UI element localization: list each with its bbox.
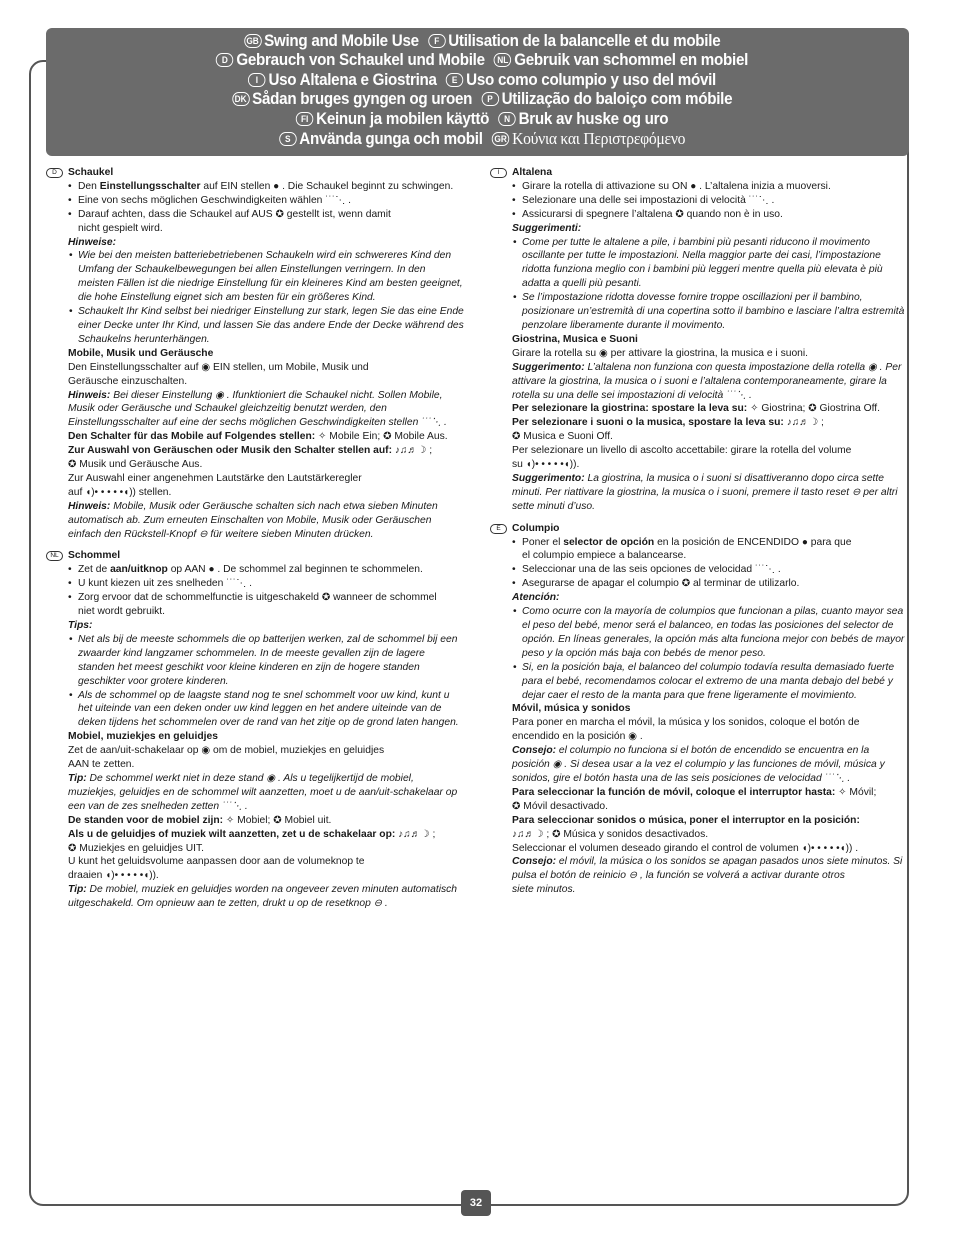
- language-code-badge: D: [216, 53, 233, 67]
- left-column: [46, 166, 464, 911]
- paragraph: Per selezionare la giostrina: spostare la leva su: ✧ Giostrina; ✪ Giostrina Off. Per selezionare i suoni o la musica, spostare la leva su: ♪♫♬☽ ; ✪ Musica e Suoni Off.: [512, 403, 881, 443]
- mobile-icon: ✧: [225, 814, 235, 826]
- language-code-badge: GB: [244, 34, 261, 48]
- speed-settings-icon: ˙˙˙⋱: [726, 389, 747, 401]
- language-code-badge: N: [498, 112, 515, 126]
- right-column: [490, 166, 908, 897]
- paragraph: Zur Auswahl von Geräuschen oder Musik den Schalter stellen auf: ♪♫♬☽ ; ✪ Musik und Geräusche Aus.: [68, 445, 433, 471]
- mobile-position-icon: ◉: [599, 347, 608, 359]
- subsection-heading: Mobile, Musik und Geräusche: [68, 347, 214, 359]
- mobile-position-icon: ◉: [628, 731, 637, 743]
- volume-icon: ◖)• • • • •◖)): [105, 870, 156, 882]
- tip-bullet: • Si, en la posición baja, el balanceo del columpio todavía resulta demasiado fuerte para el bebé, recomendamos colocar el extremo de una manta debajo del bebé y dejar caer el resto de la manta para que frene ligeramente el movimiento.: [490, 661, 908, 703]
- title-banner: [46, 28, 909, 156]
- instruction-bullet: • Zorg ervoor dat de schommelfunctie is uitgeschakeld ✪ wanneer de schommel niet wordt gebruikt.: [46, 591, 464, 619]
- on-position-icon: ●: [801, 536, 808, 548]
- banner-title: Sådan bruges gyngen og uroen: [252, 90, 473, 109]
- language-section-e: [490, 522, 908, 897]
- reset-button-icon: ⊖: [851, 486, 861, 498]
- banner-title: Använda gunga och mobil: [299, 130, 483, 149]
- instruction-bullet: • Zet de aan/uitknop op AAN ● . De schommel zal beginnen te schommelen.: [46, 563, 464, 577]
- speed-settings-icon: ˙˙˙⋱: [325, 194, 346, 206]
- paragraph: Den Schalter für das Mobile auf Folgendes stellen: ✧ Mobile Ein; ✪ Mobile Aus.: [68, 431, 448, 443]
- banner-title: Uso Altalena e Giostrina: [268, 70, 437, 89]
- instruction-bullet: • Eine von sechs möglichen Geschwindigkeiten wählen ˙˙˙⋱ .: [46, 194, 464, 208]
- language-code-badge: NL: [46, 551, 63, 561]
- instruction-bullet: • Poner el selector de opción en la posición de ENCENDIDO ● para que el columpio empiece a balancearse.: [490, 536, 908, 564]
- subsection-heading: Mobiel, muziekjes en geluidjes: [68, 731, 218, 743]
- banner-line: [81, 51, 875, 70]
- tip-bullet: • Schaukelt Ihr Kind selbst bei niedriger Einstellung zur stark, legen Sie das eine Ende einer Decke unter Ihr Kind, und lassen Sie das andere Ende der Decke während des Schaukelns herunterhängen.: [46, 305, 464, 347]
- subsection-heading: Móvil, música y sonidos: [512, 703, 631, 715]
- language-section-i: [490, 166, 908, 514]
- language-code-badge: DK: [232, 92, 249, 106]
- instruction-bullet: • U kunt kiezen uit zes snelheden ˙˙˙⋱ .: [46, 577, 464, 591]
- language-section-d: [46, 166, 464, 541]
- off-position-icon: ✪: [675, 208, 684, 220]
- section-title: Altalena: [512, 167, 553, 178]
- banner-title: Utilização do baloiço com móbile: [501, 90, 733, 109]
- section-heading: [46, 166, 464, 180]
- paragraph: Hinweis: Bei dieser Einstellung ◉ . Ifunktioniert die Schaukel nicht. Sollen Mobile, Musik oder Geräusche und Schaukel gleichzeitig benutzt werden, den Einstellungsschalter auf eine der sechs möglichen Geschwindigkeiten stellen ˙˙˙⋱ .: [68, 389, 447, 429]
- paragraph: De standen voor de mobiel zijn: ✧ Mobiel; ✪ Mobiel uit.: [68, 814, 332, 826]
- instruction-bullet: • Girare la rotella di attivazione su ON ● . L’altalena inizia a muoversi.: [490, 180, 908, 194]
- tip-bullet: • Como ocurre con la mayoría de columpios que funcionan a pilas, cuanto mayor sea el peso del bebé, menor será el balanceo, en todas las posiciones del selector de opción. En líneas generales, la opción más alta funciona mejor con bebés de mayor peso y la opción más baja con bebés de menor peso.: [490, 605, 908, 661]
- language-code-badge: P: [481, 92, 498, 106]
- off-position-icon: ✪: [321, 592, 331, 604]
- instruction-bullet: • Asegurarse de apagar el columpio ✪ al terminar de utilizarlo.: [490, 577, 908, 591]
- music-sounds-icon: ♪♫♬☽: [786, 417, 819, 429]
- paragraph: Per selezionare un livello di ascolto accettabile: girare la rotella del volume su ◖)• • • • •◖)).: [512, 445, 852, 471]
- mobile-icon: ✧: [838, 786, 847, 798]
- mobile-position-icon: ◉: [552, 759, 562, 771]
- language-code-badge: I: [490, 168, 507, 178]
- off-position-icon: ✪: [512, 800, 521, 812]
- banner-line: [81, 32, 875, 51]
- banner-title: Gebruik van schommel en mobiel: [514, 51, 749, 70]
- speed-settings-icon: ˙˙˙⋱: [226, 578, 247, 590]
- banner-title: Utilisation de la balancelle et du mobile: [448, 32, 721, 50]
- note-label: Suggerimenti:: [512, 222, 582, 234]
- mobile-position-icon: ◉: [201, 361, 211, 373]
- instruction-bullet: • Assicurarsi di spegnere l’altalena ✪ quando non è in uso.: [490, 208, 908, 222]
- note-label: Hinweise:: [68, 236, 117, 248]
- language-code-badge: FI: [296, 112, 313, 126]
- language-code-badge: NL: [494, 53, 511, 67]
- instruction-bullet: • Darauf achten, dass die Schaukel auf AUS ✪ gestellt ist, wenn damit nicht gespielt wird.: [46, 208, 464, 236]
- section-heading: [490, 522, 908, 536]
- banner-title: Keinun ja mobilen käyttö: [316, 109, 490, 128]
- reset-button-icon: ⊖: [373, 898, 383, 910]
- on-position-icon: ●: [690, 180, 697, 192]
- section-heading: [490, 166, 908, 180]
- banner-title: Bruk av huske og uro: [518, 109, 669, 128]
- subsection-heading: Giostrina, Musica e Suoni: [512, 333, 638, 345]
- paragraph: Tip: De schommel werkt niet in deze stand ◉ . Als u tegelijkertijd de mobiel, muziekjes, geluidjes en de schommel wilt aanzetten, moet u de aan/uit-schakelaar op een van de zes snelheden zetten ˙˙˙⋱ .: [68, 772, 458, 812]
- tip-bullet: • Come per tutte le altalene a pile, i bambini più pesanti riducono il movimento oscillante per tutte le impostazioni. Nella maggior parte dei casi, l’impostazione ridotta funziona meglio con i bambini più leggeri mentre quella più elevata è più adatta a quelli più pesanti.: [490, 236, 908, 292]
- note-label: Atención:: [512, 592, 560, 604]
- off-position-icon: ✪: [512, 431, 521, 443]
- section-title: Schaukel: [68, 167, 114, 178]
- banner-title: Gebrauch von Schaukel und Mobile: [236, 51, 485, 70]
- note-label: Tips:: [68, 620, 93, 631]
- paragraph: Para seleccionar la función de móvil, coloque el interruptor hasta: ✧ Móvil; ✪ Móvil desactivado.: [512, 786, 877, 812]
- paragraph: Suggerimento: L’altalena non funziona con questa impostazione della rotella ◉ . Per attivare la giostrina, la musica o i suoni e l’altalena contemporaneamente, girare la rotella su una delle sei impostazioni di velocità ˙˙˙⋱ .: [512, 361, 902, 401]
- speed-settings-icon: ˙˙˙⋱: [748, 194, 769, 206]
- music-sounds-icon: ♪♫♬☽: [394, 445, 427, 457]
- on-position-icon: ●: [273, 180, 280, 192]
- mobile-icon: ✧: [318, 431, 327, 443]
- banner-line: [81, 110, 875, 129]
- page-number: 32: [461, 1190, 491, 1216]
- section-title: Columpio: [512, 522, 560, 534]
- off-position-icon: ✪: [68, 842, 77, 854]
- banner-line: [81, 129, 875, 149]
- off-position-icon: ✪: [68, 459, 77, 471]
- reset-button-icon: ⊖: [199, 528, 208, 540]
- mobile-position-icon: ◉: [201, 745, 211, 757]
- off-position-icon: ✪: [681, 578, 691, 590]
- tip-bullet: • Se l’impostazione ridotta dovesse fornire troppe oscillazioni per il bambino, posizionare un’estremità di una copertina sotto il bambino e lasciare l’altra estremità penzolare liberamente durante il movimento.: [490, 291, 908, 333]
- tip-bullet: • Als de schommel op de laagste stand nog te snel schommelt voor uw kind, kunt u het uiteinde van een deken onder uw kind leggen en het andere uiteinde van de deken tijdens het schommelen over de rand van het zitje op de grond laten hangen.: [46, 689, 464, 731]
- banner-line: [81, 90, 875, 109]
- off-position-icon: ✪: [383, 431, 392, 443]
- off-position-icon: ✪: [552, 828, 561, 840]
- mobile-position-icon: ◉: [215, 389, 224, 401]
- language-code-badge: S: [279, 132, 296, 146]
- tip-bullet: • Net als bij de meeste schommels die op batterijen werken, zal de schommel bij een zwaarder kind langzamer schommelen. In de meeste gevallen zijn de lagere standen het meest geschikt voor kleine kinderen en zijn de hogere standen geschikter voor grotere kinderen.: [46, 633, 464, 689]
- off-position-icon: ✪: [275, 208, 284, 220]
- music-sounds-icon: ♪♫♬☽: [398, 828, 430, 840]
- off-position-icon: ✪: [808, 403, 817, 415]
- paragraph: U kunt het geluidsvolume aanpassen door aan de volumeknop te draaien ◖)• • • • •◖)).: [68, 856, 365, 882]
- speed-settings-icon: ˙˙˙⋱: [222, 800, 242, 812]
- paragraph: Para seleccionar sonidos o música, poner el interruptor en la posición: ♪♫♬☽ ; ✪ Música y sonidos desactivados.: [512, 814, 860, 840]
- paragraph: Hinweis: Mobile, Musik oder Geräusche schalten sich nach etwa sieben Minuten automatisch ab. Zum erneuten Einschalten von Mobile, Musik oder Geräuschen einfach den Rückstell-Knopf ⊖ für weitere sieben Minuten drücken.: [68, 500, 438, 540]
- paragraph: Suggerimento: La giostrina, la musica o i suoni si disattiveranno dopo circa sette minuti. Per riattivare la giostrina, la musica o i suoni, premere il tasto reset ⊖ per altri sette minuti d’uso.: [512, 472, 898, 512]
- language-code-badge: D: [46, 168, 63, 178]
- speed-settings-icon: ˙˙˙⋱: [824, 772, 845, 784]
- instruction-bullet: • Selezionare una delle sei impostazioni di velocità ˙˙˙⋱ .: [490, 194, 908, 208]
- paragraph: Girare la rotella su ◉ per attivare la giostrina, la musica e i suoni.: [512, 347, 809, 359]
- paragraph: Tip: De mobiel, muziek en geluidjes worden na ongeveer zeven minuten automatisch uitgeschakeld. Om opnieuw aan te zetten, drukt u op de resetknop ⊖ .: [68, 884, 458, 910]
- paragraph: Zet de aan/uit-schakelaar op ◉ om de mobiel, muziekjes en geluidjes AAN te zetten.: [68, 745, 385, 771]
- paragraph: Para poner en marcha el móvil, la música y los sonidos, coloque el botón de encendido en la posición ◉ .: [512, 717, 860, 743]
- language-code-badge: GR: [492, 132, 509, 146]
- paragraph: Zur Auswahl einer angenehmen Lautstärke den Lautstärkeregler auf ◖)• • • • •◖)) stellen.: [68, 472, 362, 498]
- banner-title: Uso como columpio y uso del móvil: [466, 70, 716, 89]
- volume-icon: ◖)• • • • •◖)): [801, 842, 853, 854]
- banner-line: [81, 71, 875, 90]
- section-title: Schommel: [68, 550, 121, 562]
- paragraph: Consejo: el móvil, la música o los sonidos se apagan pasados unos siete minutos. Si pulsa el botón de reinicio ⊖ , la función se volverá a activar durante otros siete minutos.: [512, 856, 903, 896]
- language-section-nl: [46, 549, 464, 911]
- instruction-bullet: • Seleccionar una de las seis opciones de velocidad ˙˙˙⋱ .: [490, 563, 908, 577]
- speed-settings-icon: ˙˙˙⋱: [421, 417, 442, 429]
- mobile-position-icon: ◉: [266, 772, 276, 784]
- volume-icon: ◖)• • • • •◖)): [85, 486, 136, 498]
- paragraph: Consejo: el columpio no funciona si el botón de encendido se encuentra en la posición ◉ . Si desea usar a la vez el columpio y las funciones de móvil, música y sonidos, gire el botón hasta una de las seis posiciones de velocidad ˙˙˙⋱ .: [512, 745, 885, 784]
- tip-bullet: • Wie bei den meisten batteriebetriebenen Schaukeln wird ein schwereres Kind den Umfang der Schaukelbewegungen bei allen Einstellungen verringern. In den meisten Fällen ist die niedrige Einstellung für ein kleineres Kind am besten geeignet, die hohe Einstellung eignet sich am besten für ein größeres Kind.: [46, 249, 464, 305]
- banner-title: Swing and Mobile Use: [264, 32, 419, 50]
- language-code-badge: I: [248, 73, 265, 87]
- mobile-icon: ✧: [750, 403, 759, 415]
- language-code-badge: E: [490, 524, 507, 534]
- speed-settings-icon: ˙˙˙⋱: [754, 564, 775, 576]
- paragraph: Den Einstellungsschalter auf ◉ EIN stellen, um Mobile, Musik und Geräusche einzuschalten.: [68, 361, 369, 387]
- paragraph: Seleccionar el volumen deseado girando el control de volumen ◖)• • • • •◖)) .: [512, 842, 859, 854]
- volume-icon: ◖)• • • • •◖)): [525, 459, 577, 471]
- mobile-position-icon: ◉: [868, 361, 877, 373]
- language-code-badge: F: [428, 34, 445, 48]
- reset-button-icon: ⊖: [628, 870, 638, 882]
- music-sounds-icon: ♪♫♬☽: [512, 828, 544, 840]
- section-heading: [46, 549, 464, 563]
- language-code-badge: E: [446, 73, 463, 87]
- banner-title: Κούνια και Περιστρεφόμενο: [512, 129, 686, 149]
- off-position-icon: ✪: [273, 814, 282, 826]
- instruction-bullet: • Den Einstellungsschalter auf EIN stellen ● . Die Schaukel beginnt zu schwingen.: [46, 180, 464, 194]
- on-position-icon: ●: [208, 564, 215, 576]
- paragraph: Als u de geluidjes of muziek wilt aanzetten, zet u de schakelaar op: ♪♫♬☽ ; ✪ Muziekjes en geluidjes UIT.: [68, 828, 436, 854]
